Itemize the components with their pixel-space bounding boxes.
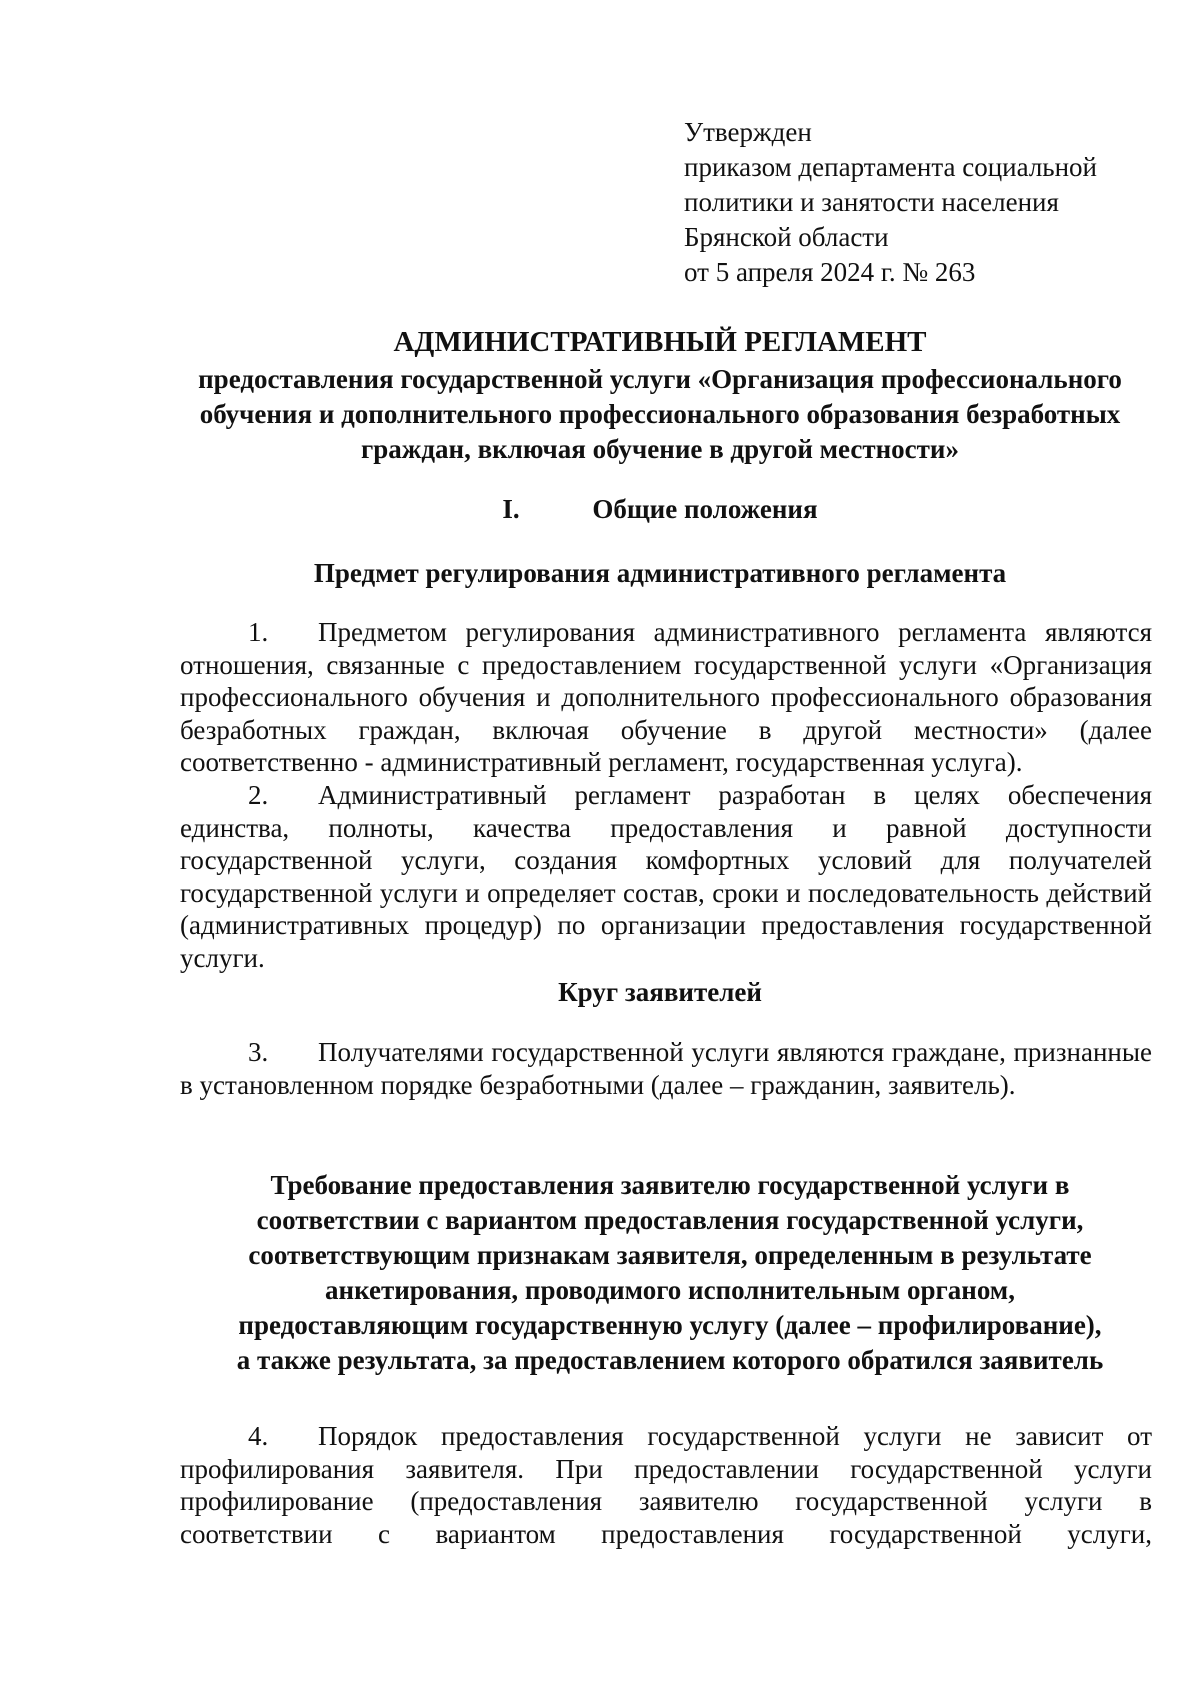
paragraph-text: Предметом регулирования административного регламента являются отношения, связанные с предоставлением государственной услуги «Организация профессионального обучения и дополнительного профессионального образования безработных граждан, включая обучение в другой местности» (далее соответственно - административный регламент, государственная услуга). — [180, 617, 1152, 777]
requirement-heading-line: анкетирования, проводимого исполнительным органом, — [325, 1275, 1015, 1305]
paragraph-number: 3. — [248, 1037, 269, 1067]
paragraph-2 — [180, 779, 1152, 974]
requirement-heading-line: соответствии с вариантом предоставления государственной услуги, — [256, 1205, 1084, 1235]
section-number: I. — [502, 494, 520, 524]
paragraph-number: 1. — [248, 617, 269, 647]
approval-stamp-block — [684, 115, 1154, 290]
requirement-heading-line: предоставляющим государственную услугу (далее – профилирование), — [238, 1310, 1102, 1340]
document-title-block — [170, 325, 1150, 467]
subject-heading: Предмет регулирования административного регламента — [313, 558, 1007, 588]
approval-line: политики и занятости населения — [684, 187, 1059, 217]
approval-line: Утвержден — [684, 117, 812, 147]
requirement-heading-line: соответствующим признакам заявителя, определенным в результате — [248, 1240, 1092, 1270]
section-title: Общие положения — [592, 494, 818, 524]
document-subtitle-line: предоставления государственной услуги «Организация профессионального — [198, 364, 1122, 394]
paragraph-1 — [180, 616, 1152, 779]
paragraph-3 — [180, 1036, 1152, 1101]
approval-line: от 5 апреля 2024 г. № 263 — [684, 257, 976, 287]
requirement-heading-line: Требование предоставления заявителю государственной услуги в — [270, 1170, 1070, 1200]
paragraph-text: Получателями государственной услуги являются граждане, признанные в установленном порядке безработными (далее – гражданин, заявитель). — [180, 1037, 1152, 1100]
paragraph-text: Административный регламент разработан в целях обеспечения единства, полноты, качества предоставления и равной доступности государственной услуги, создания комфортных условий для получателей государственной услуги и определяет состав, сроки и последовательность действий (административных процедур) по организации предоставления государственной услуги. — [180, 780, 1152, 973]
document-subtitle-line: граждан, включая обучение в другой местности» — [361, 434, 959, 464]
paragraph-4 — [180, 1420, 1152, 1550]
paragraph-text: Порядок предоставления государственной услуги не зависит от профилирования заявителя. При предоставлении государственной услуги профилирование (предоставления заявителю государственной услуги в соответствии с вариантом предоставления государственной услуги, — [180, 1421, 1152, 1549]
approval-line: Брянской области — [684, 222, 889, 252]
document-subtitle-line: обучения и дополнительного профессионального образования безработных — [199, 399, 1121, 429]
paragraph-number: 4. — [248, 1421, 269, 1451]
document-title: АДМИНИСТРАТИВНЫЙ РЕГЛАМЕНТ — [393, 326, 927, 358]
requirement-heading-line: а также результата, за предоставлением которого обратился заявитель — [236, 1345, 1104, 1375]
approval-line: приказом департамента социальной — [684, 152, 1098, 182]
applicants-heading: Круг заявителей — [558, 977, 762, 1007]
paragraph-number: 2. — [248, 780, 269, 810]
requirement-heading — [190, 1168, 1150, 1378]
section-heading — [170, 492, 1150, 527]
